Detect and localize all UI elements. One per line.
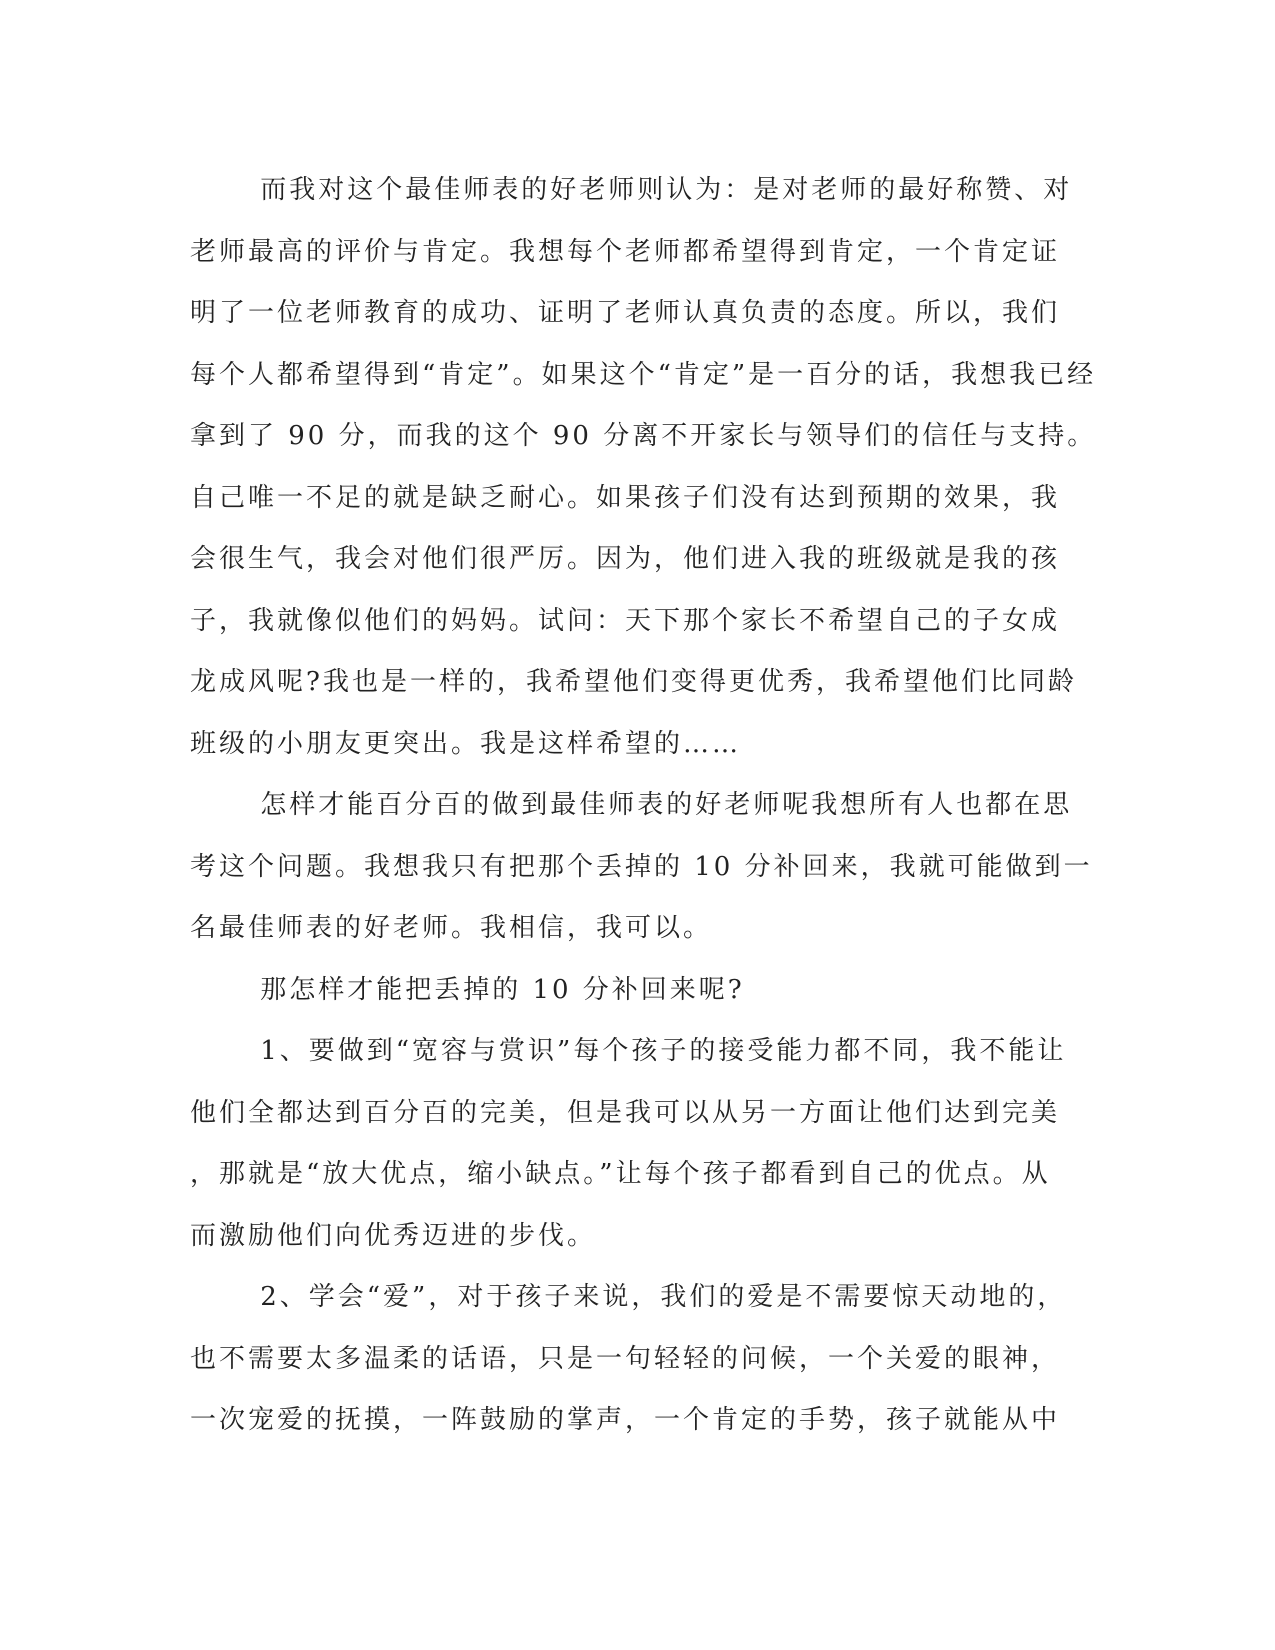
text-line: 他们全都达到百分百的完美，但是我可以从另一方面让他们达到完美 [190, 1097, 1061, 1128]
paragraph-5 [190, 1267, 1090, 1452]
text-line: 一次宠爱的抚摸，一阵鼓励的掌声，一个肯定的手势，孩子就能从中 [190, 1405, 1061, 1435]
text-line: 龙成风呢?我也是一样的，我希望他们变得更优秀，我希望他们比同龄 [190, 667, 1077, 697]
text-line: 2、学会“爱”，对于孩子来说，我们的爱是不需要惊天动地的， [260, 1282, 1067, 1312]
text-line: 怎样才能百分百的做到最佳师表的好老师呢我想所有人也都在思 [260, 790, 1073, 820]
text-line: ，那就是“放大优点，缩小缺点。”让每个孩子都看到自己的优点。从 [190, 1159, 1051, 1189]
text-line: 也不需要太多温柔的话语，只是一句轻轻的问候，一个关爱的眼神， [190, 1343, 1061, 1374]
text-line: 会很生气，我会对他们很严厉。因为，他们进入我的班级就是我的孩 [190, 544, 1061, 574]
text-line: 老师最高的评价与肯定。我想每个老师都希望得到肯定，一个肯定证 [190, 236, 1061, 267]
text-line: 明了一位老师教育的成功、证明了老师认真负责的态度。所以，我们 [190, 298, 1061, 328]
document-body [190, 160, 1097, 1452]
text-line: 自己唯一不足的就是缺乏耐心。如果孩子们没有达到预期的效果，我 [190, 482, 1061, 513]
text-line: 每个人都希望得到“肯定”。如果这个“肯定”是一百分的话，我想我已经 [190, 359, 1097, 390]
text-line: 名最佳师表的好老师。我相信，我可以。 [190, 913, 713, 943]
text-line: 1、要做到“宽容与赏识”每个孩子的接受能力都不同，我不能让 [260, 1036, 1067, 1066]
text-line: 班级的小朋友更突出。我是这样希望的…… [190, 728, 742, 759]
paragraph-1 [190, 160, 1097, 775]
paragraph-3 [190, 960, 1090, 1022]
text-line: 考这个问题。我想我只有把那个丢掉的 10 分补回来，我就可能做到一 [190, 851, 1093, 882]
text-line: 那怎样才能把丢掉的 10 分补回来呢? [260, 974, 745, 1005]
text-line: 而激励他们向优秀迈进的步伐。 [190, 1220, 597, 1251]
text-line: 拿到了 90 分，而我的这个 90 分离不开家长与领导们的信任与支持。 [190, 421, 1097, 451]
paragraph-2 [190, 775, 1093, 960]
text-line: 而我对这个最佳师表的好老师则认为：是对老师的最好称赞、对 [260, 175, 1073, 205]
text-line: 子，我就像似他们的妈妈。试问：天下那个家长不希望自己的子女成 [190, 605, 1061, 636]
paragraph-4 [190, 1021, 1090, 1267]
